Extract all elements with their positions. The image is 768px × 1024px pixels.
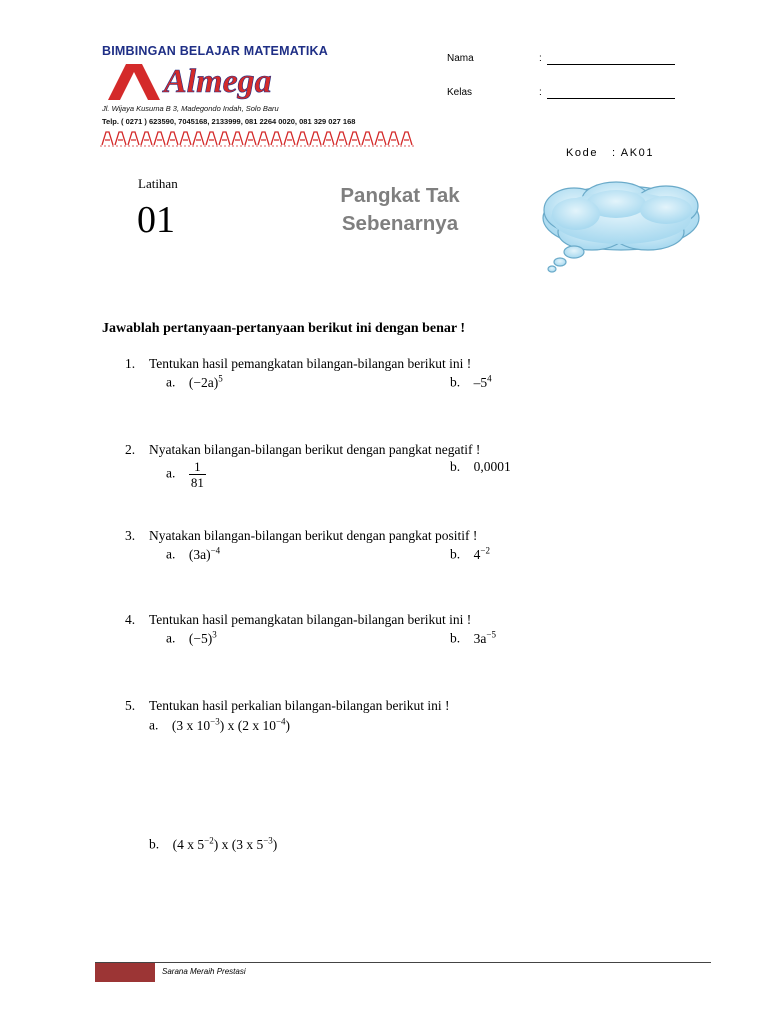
name-colon: : (539, 53, 542, 64)
border-a-glyph (297, 132, 308, 145)
question-4-option-b (450, 629, 496, 647)
phone-numbers: Telp. ( 0271 ) 623590, 7045168, 2133999, 081 2264 0020, 081 329 027 168 (102, 117, 356, 126)
border-a-glyph (115, 132, 126, 145)
question-2-option-b (450, 459, 511, 475)
exercise-title (300, 182, 500, 238)
class-field (447, 87, 687, 101)
question-5-option-b (149, 835, 277, 853)
option-expression: $(3a)^{-4}$ (188, 545, 221, 562)
border-a-glyph (349, 132, 360, 145)
instruction: Jawablah pertanyaan-pertanyaan berikut ini dengan benar ! (102, 321, 466, 336)
exercise-label: Latihan (138, 176, 178, 191)
org-name: BIMBINGAN BELAJAR MATEMATIKA (102, 44, 328, 58)
border-a-glyph (167, 132, 178, 145)
option-expression: $(-5)^3$ (188, 629, 217, 646)
footer-accent-bar (95, 962, 155, 982)
question-text: Tentukan hasil perkalian bilangan-bilangan berikut ini ! (149, 698, 450, 713)
border-a-glyph (232, 132, 243, 145)
option-expression: (3 x $10^{-3}$) x (2 x $10^{-4}$) (171, 716, 291, 733)
decorative-border (100, 128, 416, 148)
option-label: a. (166, 546, 176, 562)
question-text: Nyatakan bilangan-bilangan berikut dengan pangkat positif ! (149, 528, 478, 543)
border-a-glyph (375, 132, 386, 145)
exercise-number: 01 (137, 199, 175, 241)
class-label: Kelas (447, 87, 473, 98)
border-a-glyph (388, 132, 399, 145)
title-line-1: Pangkat Tak (340, 184, 460, 207)
exercise-code: Kode : AK01 (566, 147, 655, 159)
question-5 (0, 698, 768, 716)
question-number: 1. (125, 356, 136, 371)
border-a-glyph (245, 132, 256, 145)
footer-tagline: Sarana Meraih Prestasi (162, 967, 246, 976)
question-number: 3. (125, 528, 136, 543)
question-4 (0, 612, 768, 630)
option-label: b. (450, 630, 461, 646)
name-field (447, 53, 687, 67)
border-a-glyph (323, 132, 334, 145)
option-label: b. (450, 546, 461, 562)
class-blank-line[interactable] (547, 98, 675, 99)
option-expression: $3a^{-5}$ (473, 629, 496, 646)
border-a-glyph (180, 132, 191, 145)
question-2 (0, 442, 768, 460)
border-a-glyph (258, 132, 269, 145)
question-text: Tentukan hasil pemangkatan bilangan-bilangan berikut ini ! (149, 612, 472, 627)
question-text: Nyatakan bilangan-bilangan berikut dengan pangkat negatif ! (149, 442, 481, 457)
option-label: b. (450, 374, 461, 390)
border-a-glyph (284, 132, 295, 145)
option-expression: $(-2a)^5$ (188, 373, 223, 390)
question-2-option-a (166, 459, 206, 490)
border-a-glyph (401, 132, 412, 145)
border-a-glyph (193, 132, 204, 145)
border-a-glyph (336, 132, 347, 145)
question-5-option-a (149, 716, 290, 734)
option-expression: $-5^4$ (473, 373, 492, 390)
thought-cloud-icon (536, 180, 706, 275)
name-blank-line[interactable] (547, 64, 675, 65)
border-a-glyph (310, 132, 321, 145)
option-expression: $4^{-2}$ (473, 545, 490, 562)
border-a-glyph (154, 132, 165, 145)
option-label: a. (149, 717, 159, 733)
question-number: 4. (125, 612, 136, 627)
fraction-numerator: 1 (194, 459, 201, 474)
border-a-glyph (102, 132, 113, 145)
option-label: a. (166, 465, 176, 481)
option-expression: 0,0001 (473, 459, 511, 474)
name-label: Nama (447, 53, 474, 64)
question-text: Tentukan hasil pemangkatan bilangan-bilangan berikut ini ! (149, 356, 472, 371)
question-1-option-b (450, 373, 492, 391)
question-3 (0, 528, 768, 546)
address: Jl. Wijaya Kusuma B 3, Madegondo Indah, Solo Baru (102, 104, 279, 113)
option-label: a. (166, 374, 176, 390)
option-label: a. (166, 630, 176, 646)
question-1-option-a (166, 373, 223, 391)
footer-divider (95, 962, 711, 963)
almega-logo (104, 60, 334, 102)
border-a-glyph (128, 132, 139, 145)
option-label: b. (450, 459, 461, 474)
border-a-glyph (362, 132, 373, 145)
question-3-option-a (166, 545, 220, 563)
title-line-2: Sebenarnya (341, 212, 459, 235)
border-a-glyph (206, 132, 217, 145)
question-4-option-a (166, 629, 217, 647)
option-expression: (4 x $5^{-2}$) x (3 x $5^{-3}$) (172, 835, 278, 852)
fraction-denominator: 81 (190, 475, 204, 490)
fraction (189, 459, 206, 490)
border-a-glyph (141, 132, 152, 145)
option-label: b. (149, 836, 160, 852)
logo-wordmark: Almega (164, 63, 272, 100)
border-a-glyph (219, 132, 230, 145)
question-3-option-b (450, 545, 490, 563)
question-number: 5. (125, 698, 136, 713)
question-number: 2. (125, 442, 136, 457)
border-a-glyph (271, 132, 282, 145)
question-1 (0, 356, 768, 374)
class-colon: : (539, 87, 542, 98)
